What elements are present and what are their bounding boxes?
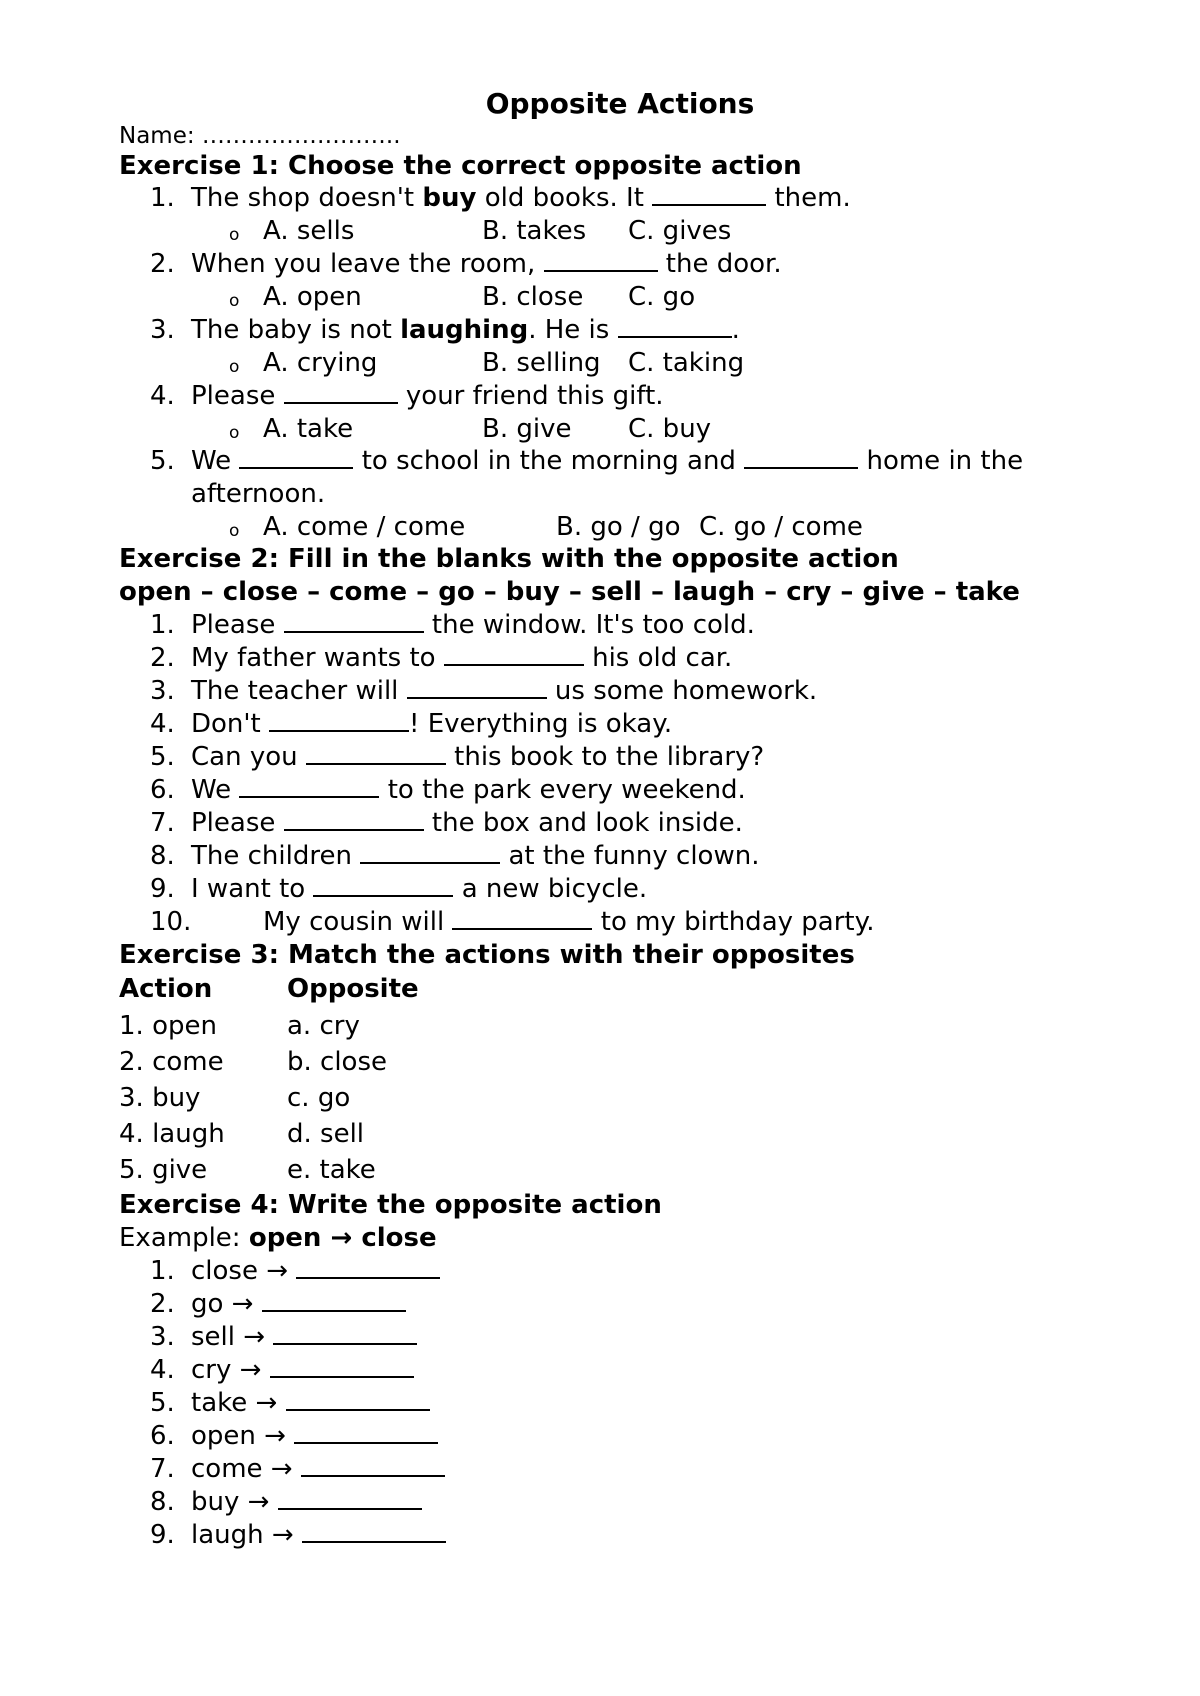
- answer-blank: [270, 1354, 414, 1378]
- item-number: 3.: [150, 1322, 175, 1352]
- sentence-text-part: I want to: [191, 874, 314, 904]
- answer-blank: [269, 708, 409, 732]
- sentence-text-part: We: [191, 775, 240, 805]
- opposite-item: b. close: [287, 1047, 388, 1077]
- option-c: C. taking: [628, 348, 745, 378]
- item-number: 6.: [150, 1421, 175, 1451]
- option-c: C. buy: [628, 414, 712, 444]
- question-text-part: your friend this gift.: [397, 381, 664, 411]
- question-number: 4.: [150, 381, 175, 411]
- option-b: B. selling: [482, 348, 601, 378]
- question-text: [191, 248, 782, 280]
- exercise-1-heading: Exercise 1: Choose the correct opposite action: [119, 151, 802, 181]
- sentence-text-part: My father wants to: [191, 643, 444, 673]
- question-text-part: The shop doesn't: [191, 183, 423, 213]
- answer-blank: [284, 609, 424, 633]
- ex1-question-5-continued: afternoon.: [191, 479, 326, 509]
- item-text: [191, 1288, 406, 1320]
- action-item: 5. give: [119, 1155, 208, 1185]
- item-number: 4.: [150, 1355, 175, 1385]
- opposite-item: d. sell: [287, 1119, 365, 1149]
- sentence-text: [191, 741, 764, 773]
- question-text: [191, 182, 851, 214]
- answer-blank: [301, 1453, 445, 1477]
- item-word: close →: [191, 1256, 289, 1286]
- sentence-text: [263, 906, 875, 938]
- word-bank: open – close – come – go – buy – sell – laugh – cry – give – take: [119, 577, 1020, 607]
- column-action-header: Action: [119, 974, 213, 1004]
- item-word: go →: [191, 1289, 254, 1319]
- item-number: 2.: [150, 1289, 175, 1319]
- answer-blank: [296, 1255, 440, 1279]
- answer-blank: [407, 675, 547, 699]
- question-text: [191, 314, 740, 346]
- column-opposite-header: Opposite: [287, 974, 419, 1004]
- sentence-text-part: to the park every weekend.: [379, 775, 746, 805]
- answer-blank: [273, 1321, 417, 1345]
- sentence-number: 2.: [150, 643, 175, 673]
- bullet-icon: o: [229, 225, 240, 245]
- question-number: 2.: [150, 249, 175, 279]
- sentence-text: [191, 642, 732, 674]
- answer-blank: [294, 1420, 438, 1444]
- item-text: [191, 1420, 438, 1452]
- item-word: sell →: [191, 1322, 266, 1352]
- option-c: C. go / come: [699, 512, 863, 542]
- answer-blank: [284, 380, 398, 404]
- option-c: C. go: [628, 282, 696, 312]
- sentence-text-part: to my birthday party.: [592, 907, 875, 937]
- item-word: take →: [191, 1388, 278, 1418]
- option-b: B. takes: [482, 216, 587, 246]
- action-item: 3. buy: [119, 1083, 201, 1113]
- answer-blank: [302, 1519, 446, 1543]
- answer-blank: [313, 873, 453, 897]
- item-number: 5.: [150, 1388, 175, 1418]
- sentence-text-part: the window. It's too cold.: [423, 610, 755, 640]
- answer-blank: [544, 248, 658, 272]
- item-text: [191, 1387, 430, 1419]
- item-text: [191, 1519, 446, 1551]
- action-item: 1. open: [119, 1011, 217, 1041]
- action-item: 2. come: [119, 1047, 224, 1077]
- sentence-number: 3.: [150, 676, 175, 706]
- sentence-text-part: Can you: [191, 742, 306, 772]
- question-text-part: the door.: [657, 249, 782, 279]
- sentence-number: 9.: [150, 874, 175, 904]
- question-text-part: Please: [191, 381, 284, 411]
- sentence-text-part: Please: [191, 808, 284, 838]
- sentence-text: [191, 873, 647, 905]
- item-text: [191, 1354, 414, 1386]
- answer-blank: [239, 445, 353, 469]
- exercise-2-heading: Exercise 2: Fill in the blanks with the opposite action: [119, 544, 899, 574]
- question-text-part: to school in the morning and: [353, 446, 745, 476]
- answer-blank: [306, 741, 446, 765]
- item-word: open →: [191, 1421, 286, 1451]
- bullet-icon: o: [229, 521, 240, 541]
- item-text: [191, 1321, 417, 1353]
- question-text: [191, 445, 1023, 477]
- question-text-part: .: [731, 315, 740, 345]
- sentence-number: 10.: [150, 907, 192, 937]
- option-a: A. crying: [263, 348, 378, 378]
- question-text: [191, 380, 664, 412]
- item-number: 1.: [150, 1256, 175, 1286]
- answer-blank: [286, 1387, 430, 1411]
- sentence-number: 8.: [150, 841, 175, 871]
- answer-blank: [652, 182, 766, 206]
- sentence-text-part: ! Everything is okay.: [409, 709, 673, 739]
- sentence-text: [191, 840, 759, 872]
- item-number: 9.: [150, 1520, 175, 1550]
- sentence-number: 7.: [150, 808, 175, 838]
- example-line: [119, 1222, 437, 1254]
- sentence-text-part: at the funny clown.: [500, 841, 760, 871]
- option-c: C. gives: [628, 216, 732, 246]
- answer-blank: [444, 642, 584, 666]
- example-label: Example:: [119, 1223, 249, 1253]
- bullet-icon: o: [229, 423, 240, 443]
- opposite-item: e. take: [287, 1155, 376, 1185]
- question-text-part: old books. It: [476, 183, 653, 213]
- sentence-text-part: Please: [191, 610, 284, 640]
- sentence-text: [191, 807, 743, 839]
- option-a: A. open: [263, 282, 362, 312]
- sentence-number: 4.: [150, 709, 175, 739]
- sentence-text-part: Don't: [191, 709, 270, 739]
- bullet-icon: o: [229, 291, 240, 311]
- item-word: come →: [191, 1454, 293, 1484]
- answer-blank: [284, 807, 424, 831]
- opposite-item: c. go: [287, 1083, 351, 1113]
- exercise-4-heading: Exercise 4: Write the opposite action: [119, 1190, 662, 1220]
- option-a: A. take: [263, 414, 354, 444]
- answer-blank: [239, 774, 379, 798]
- sentence-text-part: The children: [191, 841, 361, 871]
- sentence-text-part: a new bicycle.: [453, 874, 648, 904]
- option-a: A. sells: [263, 216, 355, 246]
- sentence-number: 5.: [150, 742, 175, 772]
- answer-blank: [262, 1288, 406, 1312]
- sentence-text-part: his old car.: [583, 643, 733, 673]
- item-number: 8.: [150, 1487, 175, 1517]
- item-word: laugh →: [191, 1520, 294, 1550]
- page-title: Opposite Actions: [485, 87, 755, 120]
- name-field-line: Name: ……………………..: [119, 123, 401, 149]
- item-word: buy →: [191, 1487, 270, 1517]
- option-a: A. come / come: [263, 512, 466, 542]
- sentence-text-part: this book to the library?: [445, 742, 765, 772]
- answer-blank: [360, 840, 500, 864]
- answer-blank: [278, 1486, 422, 1510]
- sentence-number: 1.: [150, 610, 175, 640]
- question-number: 5.: [150, 446, 175, 476]
- item-text: [191, 1453, 445, 1485]
- sentence-text: [191, 675, 817, 707]
- question-text-part: When you leave the room,: [191, 249, 544, 279]
- exercise-3-heading: Exercise 3: Match the actions with their opposites: [119, 940, 855, 970]
- bullet-icon: o: [229, 357, 240, 377]
- sentence-text-part: My cousin will: [263, 907, 453, 937]
- sentence-text: [191, 609, 755, 641]
- question-number: 3.: [150, 315, 175, 345]
- answer-blank: [452, 906, 592, 930]
- sentence-text-part: us some homework.: [546, 676, 818, 706]
- question-text-part: . He is: [528, 315, 618, 345]
- sentence-number: 6.: [150, 775, 175, 805]
- sentence-text-part: the box and look inside.: [423, 808, 743, 838]
- question-text-part: home in the: [858, 446, 1024, 476]
- question-text-part: them.: [766, 183, 851, 213]
- question-keyword: buy: [422, 183, 477, 213]
- option-b: B. go / go: [556, 512, 681, 542]
- item-word: cry →: [191, 1355, 262, 1385]
- option-b: B. give: [482, 414, 572, 444]
- answer-blank: [618, 314, 732, 338]
- question-text-part: We: [191, 446, 240, 476]
- item-text: [191, 1486, 422, 1518]
- item-number: 7.: [150, 1454, 175, 1484]
- sentence-text: [191, 708, 672, 740]
- action-item: 4. laugh: [119, 1119, 225, 1149]
- question-text-part: The baby is not: [191, 315, 401, 345]
- question-number: 1.: [150, 183, 175, 213]
- sentence-text-part: The teacher will: [191, 676, 407, 706]
- opposite-item: a. cry: [287, 1011, 360, 1041]
- item-text: [191, 1255, 440, 1287]
- question-keyword: laughing: [400, 315, 529, 345]
- sentence-text: [191, 774, 746, 806]
- example-value: open → close: [248, 1223, 437, 1253]
- answer-blank: [744, 445, 858, 469]
- option-b: B. close: [482, 282, 584, 312]
